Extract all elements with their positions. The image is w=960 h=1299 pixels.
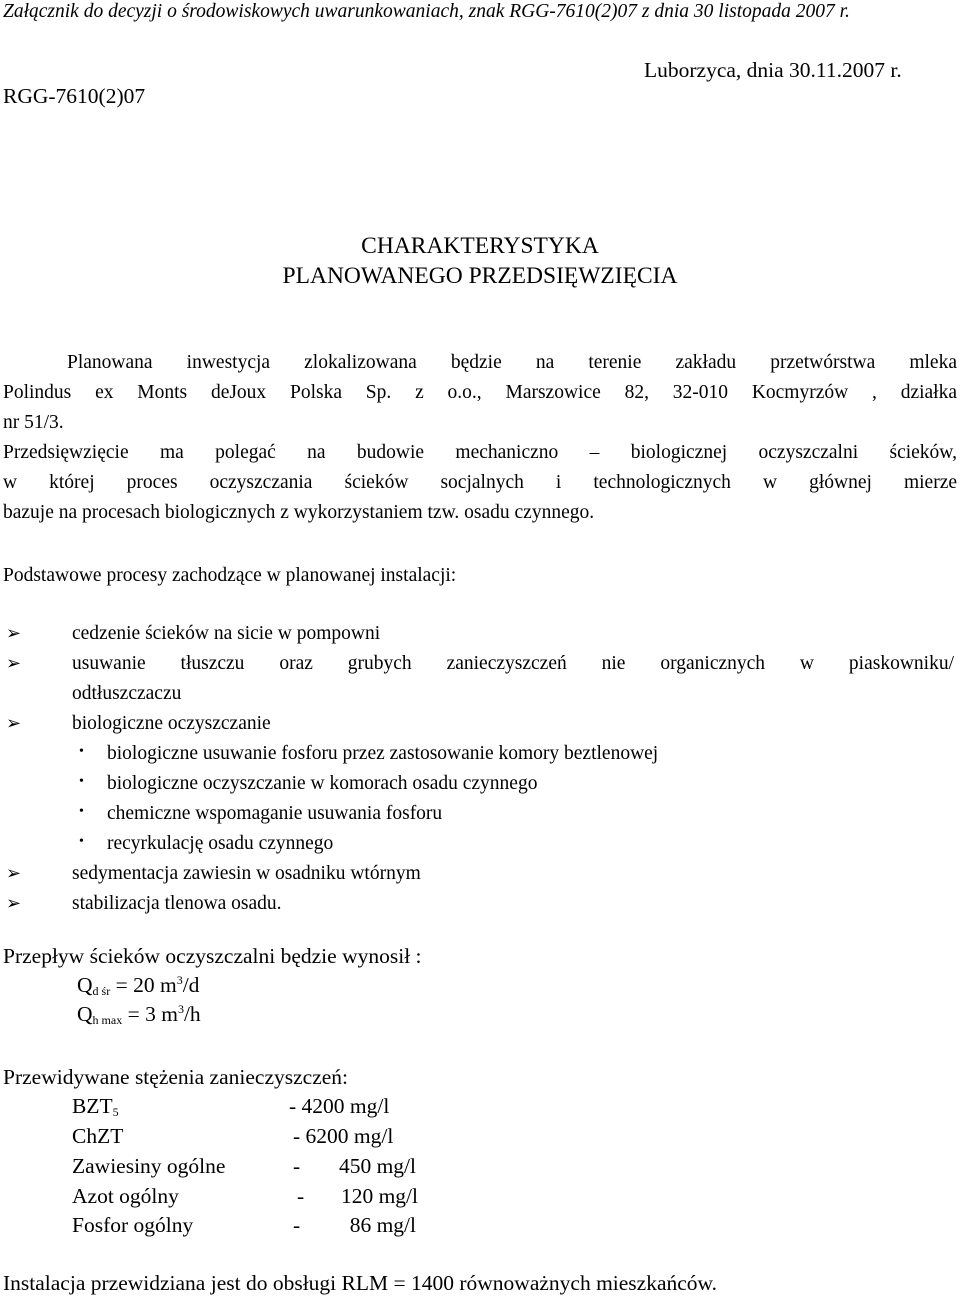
subitem-2: biologiczne oczyszczanie w komorach osadu czynnego <box>107 773 538 794</box>
process-item-4: sedymentacja zawiesin w osadniku wtórnym <box>72 863 421 884</box>
process-item-2: usuwanie tłuszczu oraz grubych zanieczyszczeń nie organicznych w piaskowniku/ <box>72 653 954 674</box>
pollutant-value: 120 mg/l <box>340 1184 418 1208</box>
description-line-2: w której proces oczyszczania ścieków socjalnych i technologicznych w głównej mierze <box>3 472 957 493</box>
process-item-1: cedzenie ścieków na sicie w pompowni <box>72 623 381 644</box>
processes-heading: Podstawowe procesy zachodzące w planowanej instalacji: <box>3 565 457 586</box>
intro-line-2: Polindus ex Monts deJoux Polska Sp. z o.o., Marszowice 82, 32-010 Kocmyrzów , działka <box>3 382 957 403</box>
arrow-bullet-icon: ➢ <box>6 653 22 673</box>
arrow-bullet-icon: ➢ <box>6 713 22 733</box>
pollutant-dash: - <box>297 1184 305 1208</box>
dot-bullet-icon: • <box>79 804 84 819</box>
title-line-1: CHARAKTERYSTYKA <box>361 233 599 259</box>
description-line-1: Przedsięwzięcie ma polegać na budowie mechaniczno – biologicznej oczyszczalni ścieków, <box>3 442 957 463</box>
flow-heading: Przepływ ścieków oczyszczalni będzie wynosił : <box>3 944 422 968</box>
dot-bullet-icon: • <box>79 774 84 789</box>
pollutant-value: 86 mg/l <box>349 1213 416 1237</box>
flow-q-avg: $Q_{d śr} = 20$ $m^3/d$ <box>77 973 200 998</box>
pollutant-name: ChZT <box>72 1124 124 1148</box>
capacity-statement: Instalacja przewidziana jest do obsługi RLM = 1400 równoważnych mieszkańców. <box>3 1271 718 1295</box>
subitem-4: recyrkulację osadu czynnego <box>107 833 334 854</box>
pollutant-dash: - <box>293 1213 301 1237</box>
place-date: Luborzyca, dnia 30.11.2007 r. <box>644 58 902 82</box>
process-item-5: stabilizacja tlenowa osadu. <box>72 893 282 914</box>
dot-bullet-icon: • <box>79 834 84 849</box>
arrow-bullet-icon: ➢ <box>6 863 22 883</box>
intro-line-3: nr 51/3. <box>3 412 64 433</box>
subitem-1: biologiczne usuwanie fosforu przez zastosowanie komory beztlenowej <box>107 743 659 764</box>
pollutant-name: Zawiesiny ogólne <box>72 1154 226 1178</box>
annex-header: Załącznik do decyzji o środowiskowych uwarunkowaniach, znak RGG-7610(2)07 z dnia 30 listopada 2007 r. <box>3 1 850 22</box>
pollutant-name: Fosfor ogólny <box>72 1213 194 1237</box>
process-item-3: biologiczne oczyszczanie <box>72 713 271 734</box>
title-line-2: PLANOWANEGO PRZEDSIĘWZIĘCIA <box>282 263 678 289</box>
flow-q-max: $Q_{h max} = 3$ $m^3/h$ <box>77 1002 201 1027</box>
pollutants-heading: Przewidywane stężenia zanieczyszczeń: <box>3 1065 348 1089</box>
intro-line-1: Planowana inwestycja zlokalizowana będzie na terenie zakładu przetwórstwa mleka <box>67 352 957 373</box>
case-signature: RGG-7610(2)07 <box>3 84 146 108</box>
arrow-bullet-icon: ➢ <box>6 893 22 913</box>
description-line-3: bazuje na procesach biologicznych z wykorzystaniem tzw. osadu czynnego. <box>3 502 595 523</box>
pollutant-value: - 4200 mg/l <box>289 1094 390 1118</box>
process-item-2-cont: odtłuszczaczu <box>72 683 182 704</box>
arrow-bullet-icon: ➢ <box>6 623 22 643</box>
pollutant-dash: - <box>293 1154 301 1178</box>
dot-bullet-icon: • <box>79 744 84 759</box>
pollutant-name: Azot ogólny <box>72 1184 179 1208</box>
pollutant-value: 450 mg/l <box>338 1154 416 1178</box>
pollutant-name: $BZT_5$ <box>72 1094 119 1119</box>
pollutant-value: - 6200 mg/l <box>293 1124 394 1148</box>
subitem-3: chemiczne wspomaganie usuwania fosforu <box>107 803 443 824</box>
